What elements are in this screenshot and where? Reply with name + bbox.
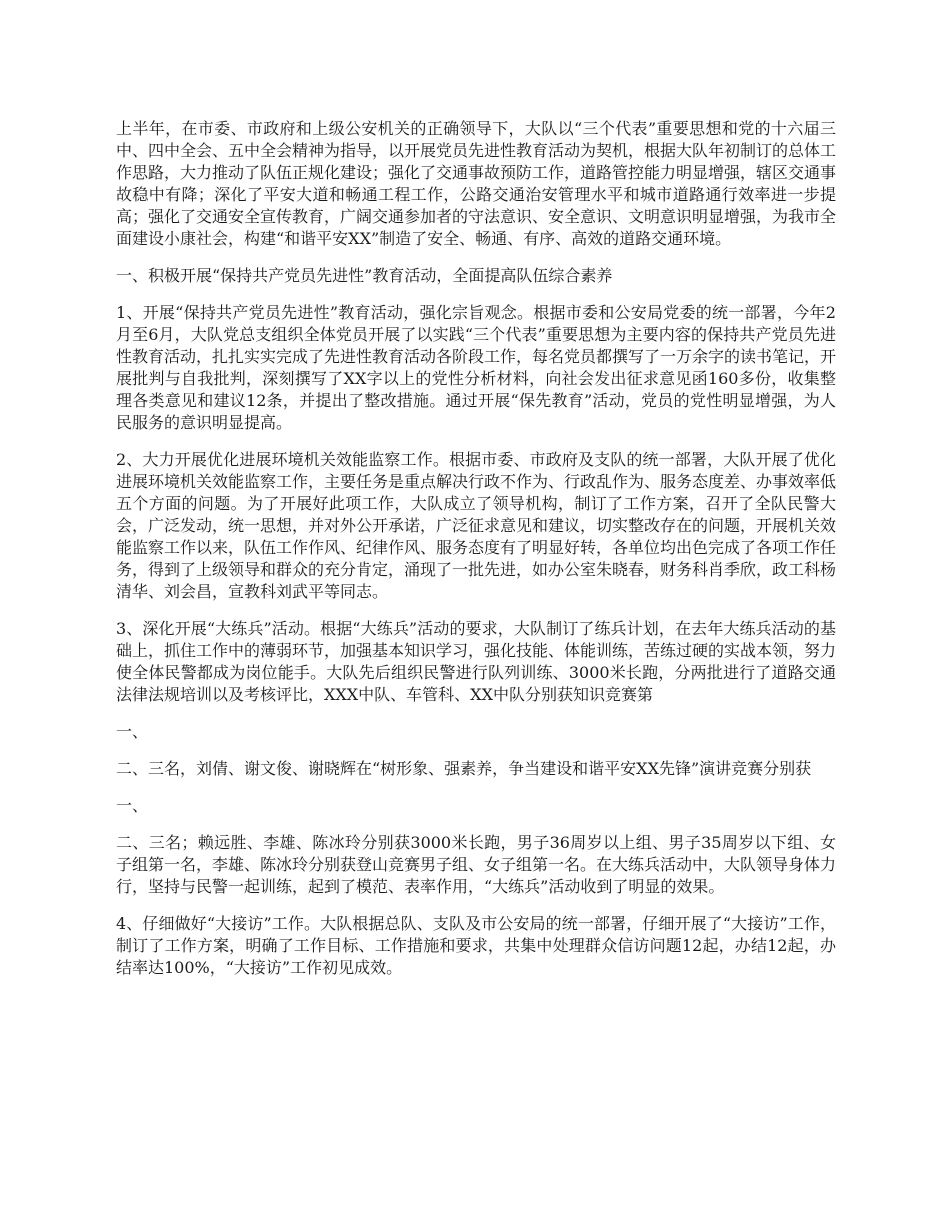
item-1-paragraph: 1、开展“保持共产党员先进性”教育活动，强化宗旨观念。根据市委和公安局党委的统一部署，今年2月至6月，大队党总支组织全体党员开展了以实践“三个代表”重要思想为主要内容的保持共产党员先进性教育活动，扎扎实实完成了先进性教育活动各阶段工作，每名党员都撰写了一万余字的读书笔记，开展批判与自我批判，深刻撰写了XX字以上的党性分析材料，向社会发出征求意见函160多份，收集整理各类意见和建议12条，并提出了整改措施。通过开展“保先教育”活动，党员的党性明显增强，为人民服务的意识明显提高。 <box>116 303 837 432</box>
fragment-paragraph-2: 二、三名，刘倩、谢文俊、谢晓辉在“树形象、强素养，争当建设和谐平安XX先锋”演讲竞赛分别获 <box>116 759 812 778</box>
item-2-paragraph: 2、大力开展优化进展环境机关效能监察工作。根据市委、市政府及支队的统一部署，大队开展了优化进展环境机关效能监察工作，主要任务是重点解决行政不作为、行政乱作为、服务态度差、办事效率低五个方面的问题。为了开展好此项工作，大队成立了领导机构，制订了工作方案，召开了全队民警大会，广泛发动，统一思想，并对外公开承诺，广泛征求意见和建议，切实整改存在的问题，开展机关效能监察工作以来，队伍工作作风、纪律作风、服务态度有了明显好转，各单位均出色完成了各项工作任务，得到了上级领导和群众的充分肯定，涌现了一批先进，如办公室朱晓春，财务科肖季欣，政工科杨清华、刘会昌，宣教科刘武平等同志。 <box>116 450 837 601</box>
fragment-paragraph-3: 一、 <box>116 796 149 815</box>
document-body <box>116 118 836 994</box>
item-4-paragraph: 4、仔细做好“大接访”工作。大队根据总队、支队及市公安局的统一部署，仔细开展了“大接访”工作，制订了工作方案，明确了工作目标、工作措施和要求，共集中处理群众信访问题12起，办结12起，办结率达100%，“大接访”工作初见成效。 <box>116 914 836 977</box>
item-3-paragraph: 3、深化开展“大练兵”活动。根据“大练兵”活动的要求，大队制订了练兵计划，在去年大练兵活动的基础上，抓住工作中的薄弱环节，加强基本知识学习，强化技能、体能训练，苦练过硬的实战本领，努力使全体民警都成为岗位能手。大队先后组织民警进行队列训练、3000米长跑，分两批进行了道路交通法律法规培训以及考核评比，XXX中队、车管科、XX中队分别获知识竞赛第 <box>116 619 837 704</box>
intro-paragraph: 上半年，在市委、市政府和上级公安机关的正确领导下，大队以“三个代表”重要思想和党的十六届三中、四中全会、五中全会精神为指导，以开展党员先进性教育活动为契机，根据大队年初制订的总体工作思路，大力推动了队伍正规化建设；强化了交通事故预防工作，道路管控能力明显增强，辖区交通事故稳中有降；深化了平安大道和畅通工程工作，公路交通治安管理水平和城市道路通行效率进一步提高；强化了交通安全宣传教育，广阔交通参加者的守法意识、安全意识、文明意识明显增强，为我市全面建设小康社会，构建“和谐平安XX”制造了安全、畅通、有序、高效的道路交通环境。 <box>116 119 837 248</box>
section-heading-1: 一、积极开展“保持共产党员先进性”教育活动，全面提高队伍综合素养 <box>116 266 613 285</box>
fragment-paragraph-1: 一、 <box>116 722 149 741</box>
fragment-paragraph-4: 二、三名；赖远胜、李雄、陈冰玲分别获3000米长跑，男子36周岁以上组、男子35周岁以下组、女子组第一名，李雄、陈冰玲分别获登山竞赛男子组、女子组第一名。在大练兵活动中，大队领导身体力行，坚持与民警一起训练，起到了模范、表率作用，“大练兵”活动收到了明显的效果。 <box>116 833 837 896</box>
